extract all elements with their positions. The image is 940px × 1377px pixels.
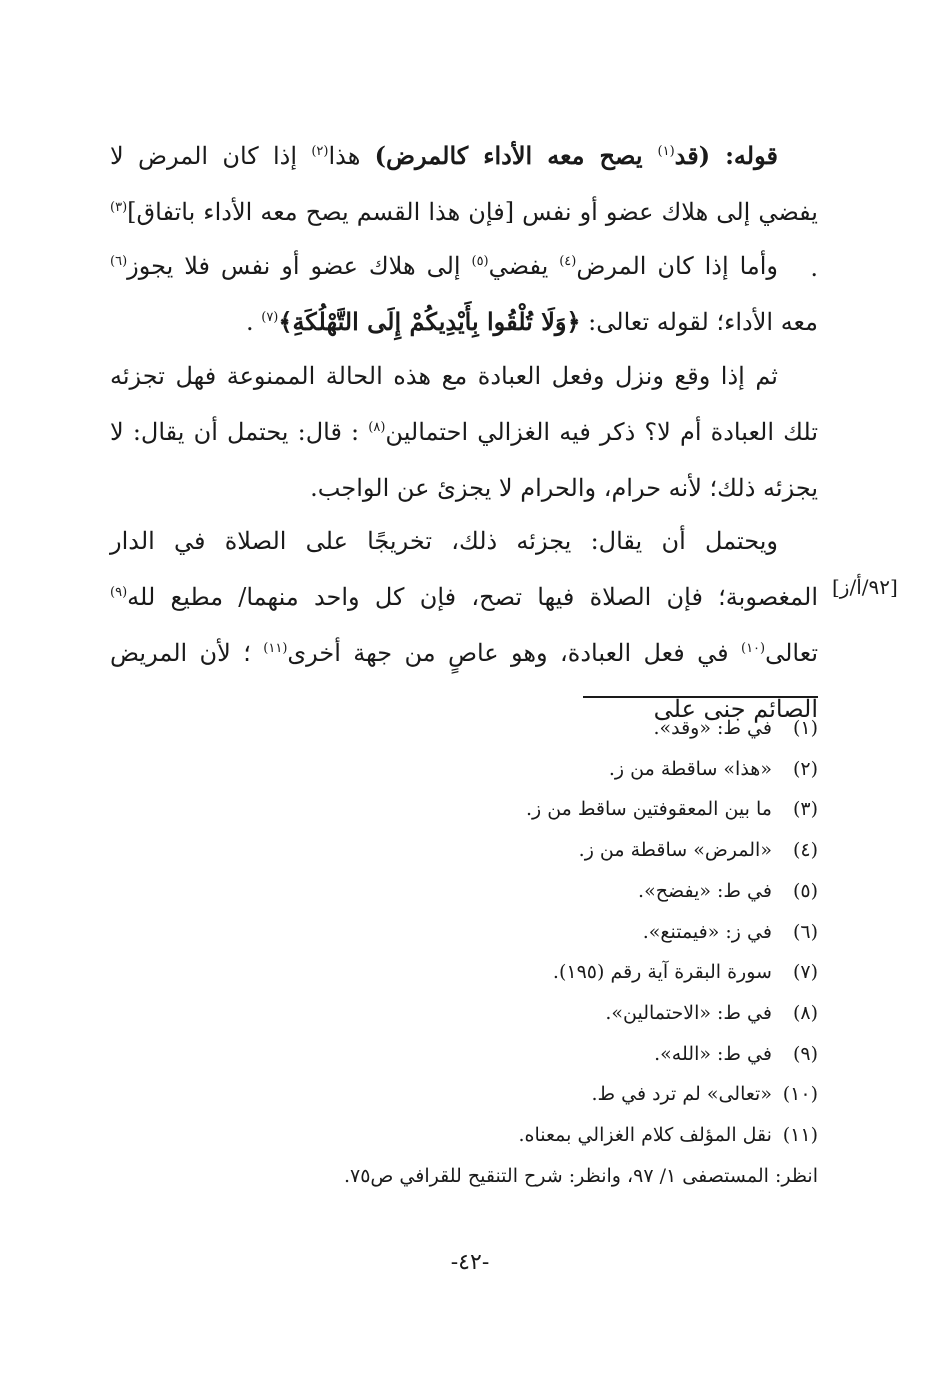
footnote-number: (٥) bbox=[792, 879, 818, 902]
footnote-item bbox=[110, 1074, 818, 1115]
footnote-text: «المرض» ساقطة من ز. bbox=[578, 839, 772, 862]
footnote-text: سورة البقرة آية رقم (١٩٥). bbox=[552, 961, 772, 984]
footnote-text: «تعالى» لم ترد في ط. bbox=[591, 1083, 772, 1106]
footnote-number: (٧) bbox=[792, 961, 818, 984]
text-span: إلى هلاك عضو أو نفس فلا يجوز bbox=[127, 252, 472, 280]
footnote-ref-4: (٤) bbox=[559, 254, 577, 269]
text-span: وأما إذا كان المرض bbox=[576, 252, 779, 280]
footnote-ref-3: (٣) bbox=[110, 200, 128, 215]
footnote-ref-6: (٦) bbox=[110, 254, 128, 269]
quran-verse: ﴿وَلَا تُلْقُوا بِأَيْدِيكُمْ إِلَى التَّهْلُكَةِ﴾ bbox=[278, 307, 581, 336]
footnote-ref-7: (٧) bbox=[261, 310, 279, 325]
text-span: إذا كان المرض لا يفضي إلى هلاك عضو أو نفس [فإن هذا القسم يصح معه الأداء باتفاق] bbox=[110, 142, 818, 226]
main-text bbox=[110, 348, 818, 516]
footnote-text: «هذا» ساقطة من ز. bbox=[608, 757, 772, 780]
main-text bbox=[110, 238, 818, 350]
footnote-item bbox=[110, 912, 818, 953]
footnote-divider bbox=[583, 696, 818, 698]
footnote-ref-1: (١) bbox=[657, 144, 675, 159]
paragraph-4 bbox=[110, 513, 818, 737]
main-text bbox=[110, 513, 818, 737]
footnote-item bbox=[110, 993, 818, 1034]
footnote-ref-5: (٥) bbox=[471, 254, 489, 269]
text-span: هذا bbox=[328, 142, 375, 170]
footnote-number: (١) bbox=[792, 717, 818, 739]
footnote-item bbox=[110, 830, 818, 871]
manuscript-folio-marker: [٩٢/أ/ز] bbox=[832, 575, 898, 599]
footnote-item bbox=[110, 749, 818, 790]
footnote-ref-2: (٢) bbox=[311, 144, 329, 159]
text-span: يفضي bbox=[488, 252, 560, 280]
footnote-ref-10: (١٠) bbox=[740, 641, 766, 656]
footnote-number: (١٠) bbox=[782, 1083, 818, 1106]
footnote-item bbox=[110, 952, 818, 993]
text-span: : قال: يحتمل أن يقال: لا يجزئه ذلك؛ لأنه حرام، والحرام لا يجزئ عن الواجب. bbox=[110, 418, 818, 502]
text-span: معه الأداء؛ لقوله تعالى: bbox=[580, 308, 818, 336]
footnote-text: في ز: «فيمتنع». bbox=[642, 920, 772, 943]
footnote-item bbox=[110, 871, 818, 912]
footnote-reference-line: انظر: المستصفى ١/ ٩٧، وانظر: شرح التنقيح للقرافي ص٧٥. bbox=[343, 1164, 818, 1187]
footnote-number: (٣) bbox=[792, 798, 818, 821]
footnote-text: في ط: «وقد». bbox=[653, 717, 772, 739]
footnote-number: (٨) bbox=[792, 1001, 818, 1024]
footnote-text: نقل المؤلف كلام الغزالي بمعناه. bbox=[518, 1124, 772, 1147]
footnotes-list bbox=[110, 708, 818, 1196]
page-number: -٤٢- bbox=[450, 1250, 490, 1275]
footnote-text: في ط: «يفضح». bbox=[638, 879, 772, 902]
text-span: ثم إذا وقع ونزل وفعل العبادة مع هذه الحالة الممنوعة فهل تجزئه تلك العبادة أم لا؟ ذكر فيه الغزالي احتمالين bbox=[110, 362, 818, 446]
text-span: . bbox=[245, 308, 262, 336]
footnote-ref-8: (٨) bbox=[368, 420, 386, 435]
text-span: . bbox=[810, 254, 818, 282]
footnote-number: (١١) bbox=[782, 1124, 818, 1147]
footnote-item bbox=[110, 1034, 818, 1075]
paragraph-3 bbox=[110, 348, 818, 516]
footnote-number: (٤) bbox=[792, 839, 818, 862]
footnote-text: ما بين المعقوفتين ساقط من ز. bbox=[525, 798, 772, 821]
footnote-ref-9: (٩) bbox=[110, 585, 128, 600]
text-span: ؛ لأن المريض الصائم جنى على bbox=[110, 639, 818, 723]
footnote-text: في ط: «الله». bbox=[654, 1042, 772, 1065]
footnote-item bbox=[110, 708, 818, 749]
footnote-number: (٦) bbox=[792, 920, 818, 943]
term-quoted: يصح معه الأداء كالمرض) bbox=[374, 141, 658, 170]
term-lead: قوله: (قد bbox=[674, 141, 778, 170]
text-span: تعالى bbox=[765, 639, 818, 667]
text-span: في فعل العبادة، وهو عاصٍ من جهة أخرى bbox=[287, 639, 741, 667]
footnote-number: (٢) bbox=[792, 757, 818, 780]
footnote-text: في ط: «الاحتمالين». bbox=[605, 1001, 772, 1024]
footnote-item bbox=[110, 1115, 818, 1156]
paragraph-2 bbox=[110, 238, 818, 350]
text-span: ويحتمل أن يقال: يجزئه ذلك، تخريجًا على الصلاة في الدار المغصوبة؛ فإن الصلاة فيها تصح، فإن كل واحد منهما/ مطيع لله bbox=[110, 527, 818, 611]
footnote-number: (٩) bbox=[792, 1042, 818, 1065]
footnote-ref-11: (١١) bbox=[263, 641, 288, 656]
footnote-item bbox=[110, 789, 818, 830]
